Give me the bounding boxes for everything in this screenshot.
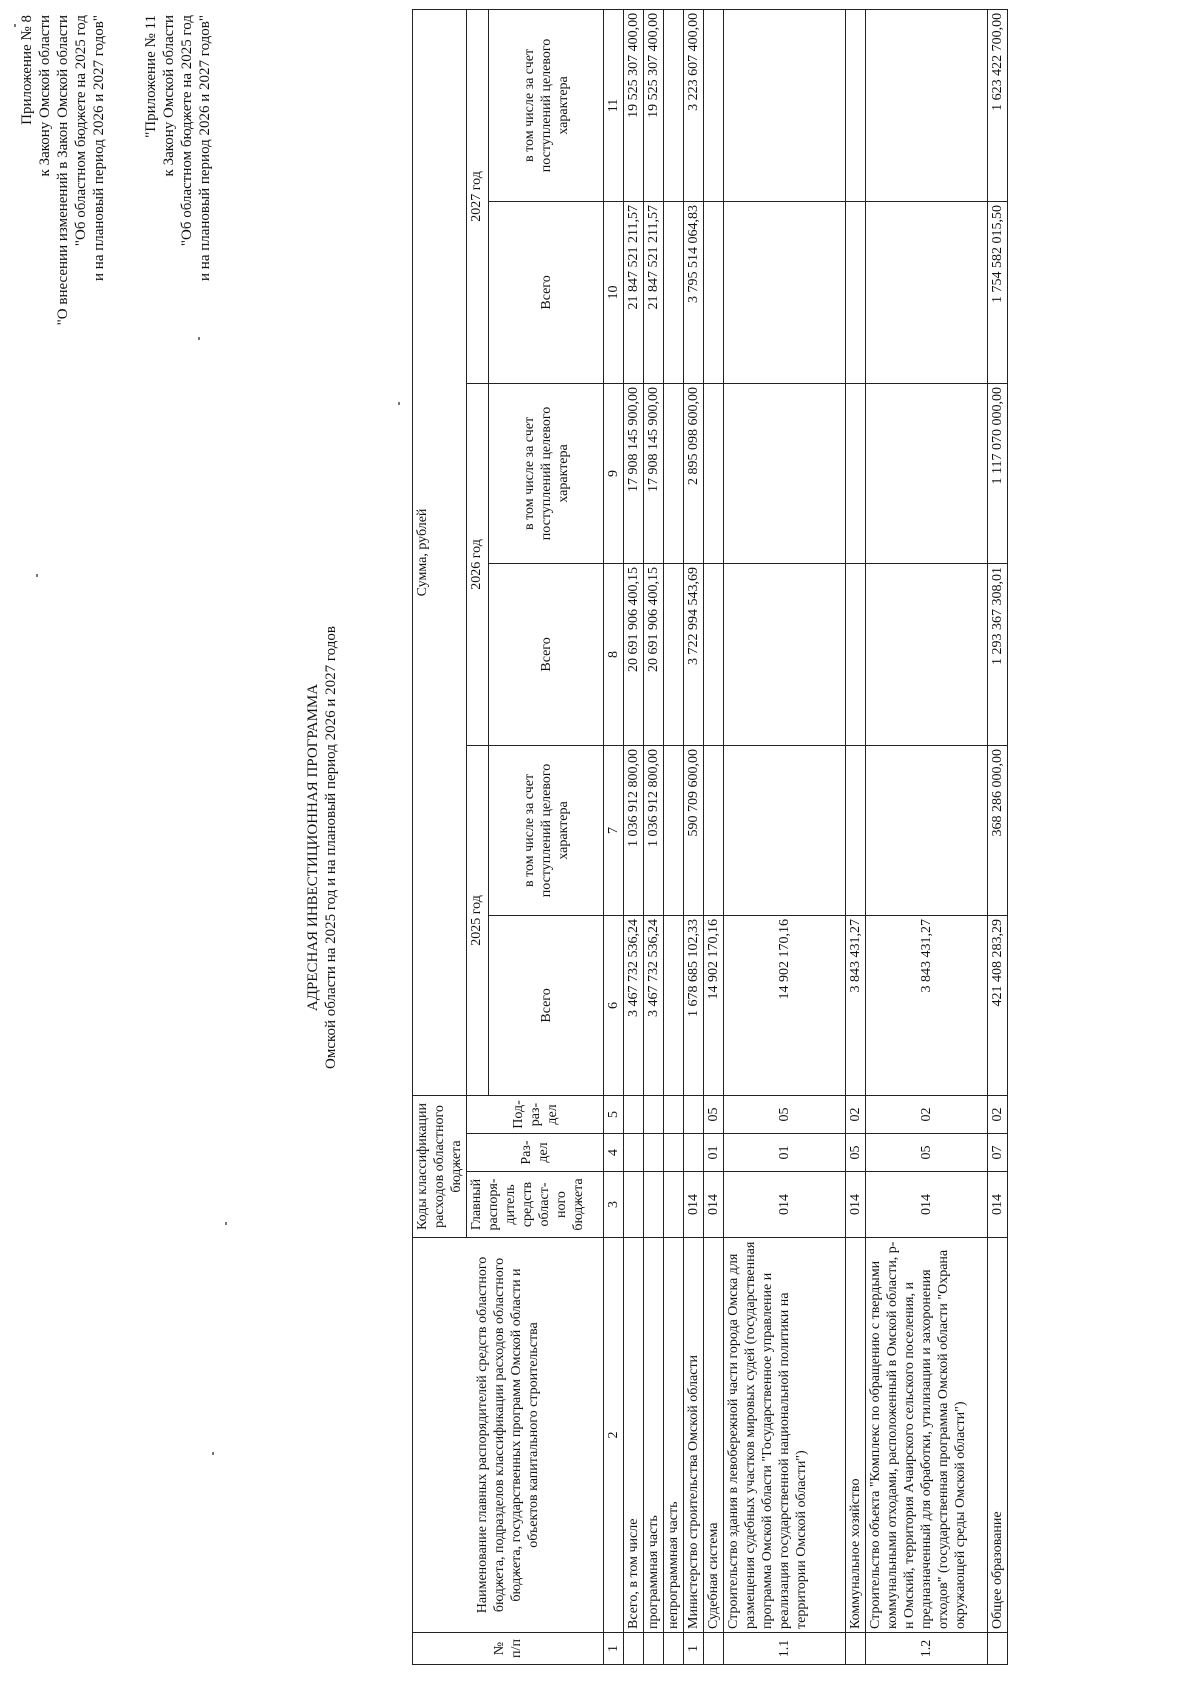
column-number: 3 (604, 1172, 624, 1238)
header-line: Приложение № 8 (19, 15, 35, 125)
row-amount-cell: 17 908 145 900,00 (644, 383, 664, 563)
row-number-cell (704, 1633, 724, 1665)
column-number: 5 (604, 1095, 624, 1133)
column-number: 10 (604, 201, 624, 383)
row-podrazdel-cell: 05 (704, 1095, 724, 1133)
header-num: № п/п (413, 1633, 604, 1665)
row-number-cell (644, 1633, 664, 1665)
header-total-2025: Всего (489, 915, 604, 1095)
row-amount-cell (724, 383, 846, 563)
row-amount-cell: 1 117 070 000,00 (988, 383, 1008, 563)
header-razdel: Раз-дел (467, 1134, 604, 1172)
row-chief-manager-cell (664, 1172, 684, 1238)
row-razdel-cell (684, 1134, 704, 1172)
scan-speck (225, 1222, 227, 1225)
document-title: АДРЕСНАЯ ИНВЕСТИЦИОННАЯ ПРОГРАММА (305, 683, 321, 1012)
header-sum: Сумма, рублей (413, 9, 467, 1095)
row-chief-manager-cell: 014 (988, 1172, 1008, 1238)
header-name: Наименование главных распорядителей средств областного бюджета, подразделов классификации расходов областного бюджета, государственных программ Омской области и объектов капитального строительства (413, 1238, 604, 1633)
row-amount-cell (866, 9, 988, 201)
row-amount-cell (704, 9, 724, 201)
header-codes: Коды классификации расходов областного бюджета (413, 1095, 467, 1237)
row-amount-cell: 3 467 732 536,24 (644, 915, 664, 1095)
row-chief-manager-cell (624, 1172, 644, 1238)
row-name-cell: Общее образование (988, 1238, 1008, 1633)
table-row (624, 9, 644, 1664)
header-incl-2026: в том числе за счет поступлений целевого характера (489, 383, 604, 563)
row-amount-cell: 368 286 000,00 (988, 745, 1008, 915)
row-amount-cell (724, 9, 846, 201)
row-amount-cell: 421 408 283,29 (988, 915, 1008, 1095)
row-amount-cell (846, 383, 866, 563)
row-chief-manager-cell: 014 (866, 1172, 988, 1238)
header-total-2027: Всего (489, 201, 604, 383)
appendix-8-header (18, 15, 108, 645)
row-name-cell: Министерство строительства Омской области (684, 1238, 704, 1633)
row-podrazdel-cell: 02 (866, 1095, 988, 1133)
row-name-cell: Всего, в том числе (624, 1238, 644, 1633)
row-amount-cell (866, 745, 988, 915)
table-row (846, 9, 866, 1664)
row-name-cell: Судебная система (704, 1238, 724, 1633)
column-number: 4 (604, 1134, 624, 1172)
row-chief-manager-cell: 014 (704, 1172, 724, 1238)
row-amount-cell: 3 843 431,27 (846, 915, 866, 1095)
table-row (704, 9, 724, 1664)
row-amount-cell (664, 9, 684, 201)
row-podrazdel-cell: 02 (988, 1095, 1008, 1133)
row-name-cell: непрограммная часть (664, 1238, 684, 1633)
header-line: к Закону Омской области (37, 15, 53, 177)
row-razdel-cell: 07 (988, 1134, 1008, 1172)
row-amount-cell: 3 223 607 400,00 (684, 9, 704, 201)
table-row (988, 9, 1008, 1664)
row-amount-cell: 20 691 906 400,15 (624, 563, 644, 745)
row-number-cell: 1.2 (866, 1633, 988, 1665)
row-name-cell: программная часть (644, 1238, 664, 1633)
header-year-2026: 2026 год (467, 383, 489, 745)
row-amount-cell (724, 745, 846, 915)
row-amount-cell: 1 293 367 308,01 (988, 563, 1008, 745)
row-amount-cell (866, 201, 988, 383)
header-incl-2025: в том числе за счет поступлений целевого характера (489, 745, 604, 915)
row-podrazdel-cell (624, 1095, 644, 1133)
row-razdel-cell (664, 1134, 684, 1172)
row-amount-cell (724, 201, 846, 383)
row-amount-cell: 1 036 912 800,00 (624, 745, 644, 915)
row-amount-cell: 17 908 145 900,00 (624, 383, 644, 563)
row-razdel-cell: 05 (866, 1134, 988, 1172)
table-body (624, 9, 1008, 1664)
table-row (866, 9, 988, 1664)
row-amount-cell: 20 691 906 400,15 (644, 563, 664, 745)
row-amount-cell (704, 563, 724, 745)
row-amount-cell (664, 383, 684, 563)
row-number-cell: 1 (684, 1633, 704, 1665)
row-amount-cell (846, 9, 866, 201)
row-podrazdel-cell (664, 1095, 684, 1133)
row-name-cell: Строительство объекта "Комплекс по обращению с твердыми коммунальными отходами, расположенный в Омской области, р-н Омский, территория Ачаирского сельского поселения, и предназначенный для обработки, утилизации и захоронения отходов" (государственная программа Омской области "Охрана окружающей среды Омской области") (866, 1238, 988, 1633)
row-amount-cell: 3 467 732 536,24 (624, 915, 644, 1095)
row-amount-cell (846, 563, 866, 745)
header-line: и на плановый период 2026 и 2027 годов" (91, 15, 107, 281)
table-row (724, 9, 846, 1664)
header-line: "О внесении изменений в Закон Омской области (55, 15, 71, 326)
row-razdel-cell (624, 1134, 644, 1172)
row-amount-cell (704, 745, 724, 915)
row-amount-cell: 3 722 994 543,69 (684, 563, 704, 745)
row-podrazdel-cell: 02 (846, 1095, 866, 1133)
row-chief-manager-cell (644, 1172, 664, 1238)
row-amount-cell (846, 201, 866, 383)
row-chief-manager-cell: 014 (724, 1172, 846, 1238)
row-amount-cell (664, 745, 684, 915)
scan-speck (14, 24, 16, 27)
row-chief-manager-cell: 014 (846, 1172, 866, 1238)
row-amount-cell: 14 902 170,16 (704, 915, 724, 1095)
row-amount-cell: 19 525 307 400,00 (644, 9, 664, 201)
scan-speck (198, 337, 200, 340)
header-line: "Об областном бюджете на 2025 год (179, 15, 195, 247)
scan-speck (36, 574, 38, 577)
row-amount-cell: 3 843 431,27 (866, 915, 988, 1095)
header-line: "Об областном бюджете на 2025 год (73, 15, 89, 247)
row-amount-cell (846, 745, 866, 915)
row-amount-cell (704, 201, 724, 383)
row-amount-cell: 1 678 685 102,33 (684, 915, 704, 1095)
row-amount-cell: 21 847 521 211,57 (624, 201, 644, 383)
row-amount-cell (664, 563, 684, 745)
row-chief-manager-cell: 014 (684, 1172, 704, 1238)
table-row (644, 9, 664, 1664)
header-line: и на плановый период 2026 и 2027 годов" (197, 15, 213, 281)
header-total-2026: Всего (489, 563, 604, 745)
column-number: 6 (604, 915, 624, 1095)
scan-speck (212, 1452, 214, 1455)
row-amount-cell: 1 036 912 800,00 (644, 745, 664, 915)
row-razdel-cell: 01 (704, 1134, 724, 1172)
appendix-11-header (142, 15, 214, 645)
row-number-cell (988, 1633, 1008, 1665)
row-amount-cell (866, 383, 988, 563)
header-incl-2027: в том числе за счет поступлений целевого характера (489, 9, 604, 201)
row-amount-cell (704, 383, 724, 563)
row-razdel-cell: 01 (724, 1134, 846, 1172)
row-razdel-cell (644, 1134, 664, 1172)
row-amount-cell: 19 525 307 400,00 (624, 9, 644, 201)
row-number-cell: 1.1 (724, 1633, 846, 1665)
column-number-row (604, 9, 624, 1664)
row-amount-cell: 2 895 098 600,00 (684, 383, 704, 563)
row-podrazdel-cell: 05 (724, 1095, 846, 1133)
row-amount-cell: 14 902 170,16 (724, 915, 846, 1095)
row-amount-cell: 1 623 422 700,00 (988, 9, 1008, 201)
header-year-2025: 2025 год (467, 745, 489, 1095)
row-amount-cell (866, 563, 988, 745)
row-podrazdel-cell (684, 1095, 704, 1133)
header-line: к Закону Омской области (161, 15, 177, 177)
row-number-cell (664, 1633, 684, 1665)
column-number: 9 (604, 383, 624, 563)
row-razdel-cell: 05 (846, 1134, 866, 1172)
header-year-2027: 2027 год (467, 9, 489, 383)
row-podrazdel-cell (644, 1095, 664, 1133)
header-podrazdel: Под-раз-дел (467, 1095, 604, 1133)
row-amount-cell: 1 754 582 015,50 (988, 201, 1008, 383)
row-name-cell: Строительство здания в левобережной части города Омска для размещения судебных участков мировых судей (государственная программа Омской области "Государственное управление и реализация государственной национальной политики на территории Омской области") (724, 1238, 846, 1633)
scan-speck (398, 402, 400, 405)
row-number-cell (624, 1633, 644, 1665)
row-amount-cell (664, 201, 684, 383)
row-amount-cell: 21 847 521 211,57 (644, 201, 664, 383)
investment-program-table (412, 9, 1008, 1665)
table-row (684, 9, 704, 1664)
row-amount-cell (664, 915, 684, 1095)
column-number: 8 (604, 563, 624, 745)
row-amount-cell: 3 795 514 064,83 (684, 201, 704, 383)
row-name-cell: Коммунальное хозяйство (846, 1238, 866, 1633)
row-amount-cell (724, 563, 846, 745)
column-number: 1 (604, 1633, 624, 1665)
column-number: 2 (604, 1238, 624, 1633)
column-number: 11 (604, 9, 624, 201)
column-number: 7 (604, 745, 624, 915)
row-number-cell (846, 1633, 866, 1665)
table-row (664, 9, 684, 1664)
document-subtitle: Омской области на 2025 год и на плановый период 2026 и 2027 годов (323, 626, 339, 1069)
header-line: "Приложение № 11 (143, 15, 159, 138)
header-chief-manager: Главный распоря-дитель средств област-ного бюджета (467, 1172, 604, 1238)
row-amount-cell: 590 709 600,00 (684, 745, 704, 915)
